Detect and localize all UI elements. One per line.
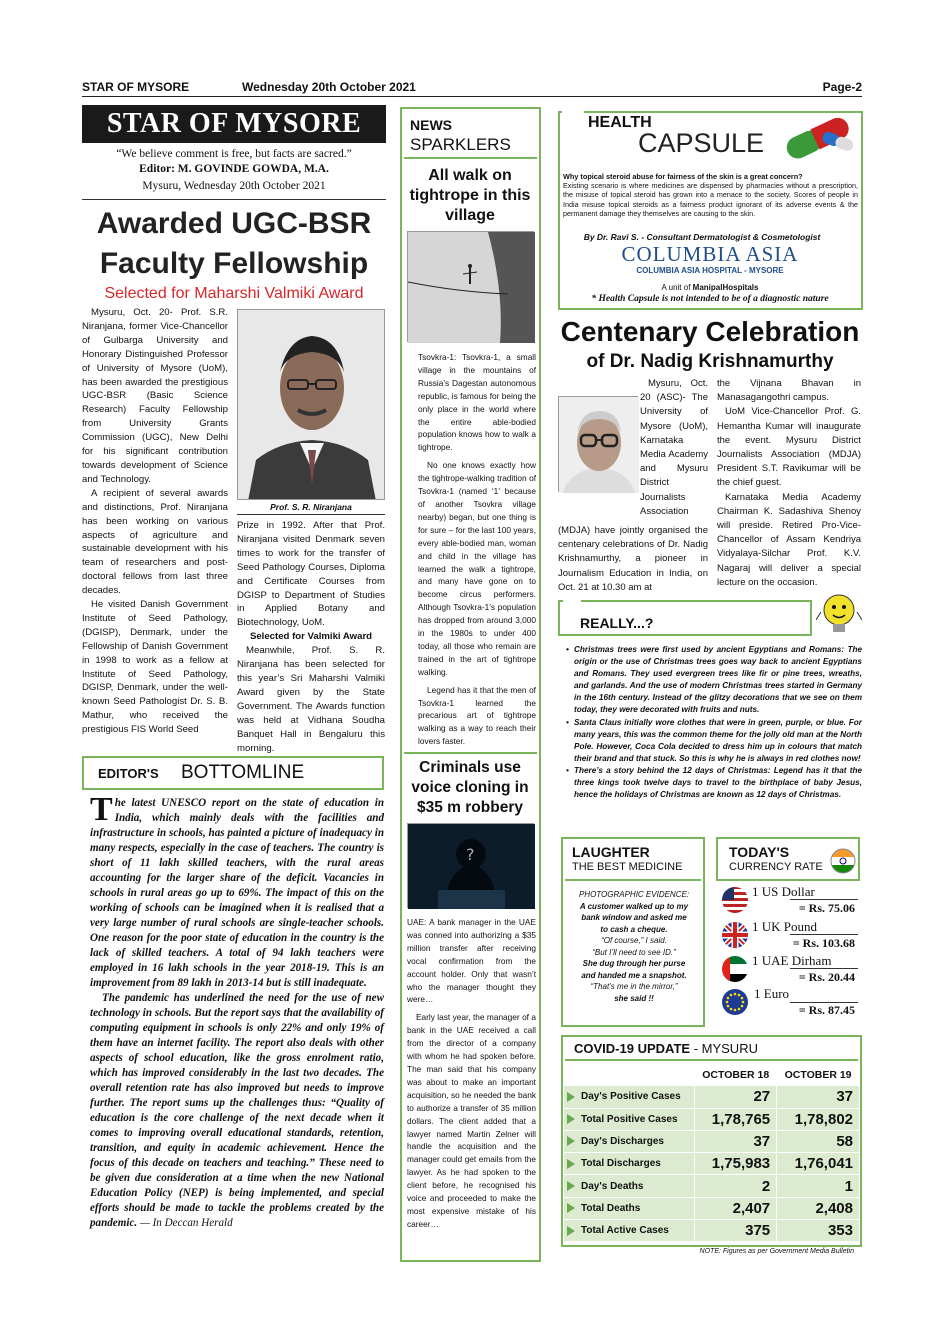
sparkler-2-para-2: Early last year, the manager of a bank in the UAE received a call from the director of a company with whom he had spoken before. The man said that his company was about to make an important acquisition, so he needed the bank to authorize a transfer of 35 million dollars. The client added that a lawyer named Martin Zelner will handle the acquisition and the manager could get emails from the lawyer. As he had spoken to the client before, he recognised his voice and proceeded to make the most expensive mistake of his career… xyxy=(407,1012,536,1229)
lead-subhead: Selected for Maharshi Valmiki Award xyxy=(104,285,364,302)
joke-line: She dug through her purse xyxy=(582,959,686,968)
table-row xyxy=(564,1086,860,1108)
editorial-label-2: BOTTOMLINE xyxy=(181,762,305,783)
lead-para-2: A recipient of several awards and distinctions, Prof. Niranjana has been working on various aspects of agriculture and sustainable development with his team of researchers and post-doctoral fellows from last three decades. xyxy=(82,487,228,597)
laughter-label-2: THE BEST MEDICINE xyxy=(572,861,683,873)
masthead-editor: Editor: M. GOVINDE GOWDA, M.A. xyxy=(139,163,329,175)
lead-para-1: Mysuru, Oct. 20- Prof. S.R. Niranjana, former Vice-Chancellor of Gulbarga University and Honorary Distinguished Professor of University of Mysore (UoM), has been awarded the prestigious UGC-BSR (Basic Science Research) Faculty Fellowship from University Grants Commission (UGC), New Delhi for his significant contribution towards development of Science and Technology. xyxy=(82,307,228,485)
portrait-photo xyxy=(237,309,385,500)
centenary-para-4: UoM Vice-Chancellor Prof. G. Hemantha Kumar will inaugurate the event. Mysuru District Journalists Association (MDJA) President S.T. Ravikumar will be the chief guest. xyxy=(717,406,861,489)
box-notch xyxy=(562,105,584,127)
laughter-label-1: LAUGHTER xyxy=(572,844,650,860)
sparkler-1-headline: All walk on tightrope in this village xyxy=(409,167,531,224)
lead-headline-1: Awarded UGC-BSR xyxy=(96,207,372,240)
column-header: OCTOBER 18 xyxy=(695,1064,777,1086)
lead-para-4: Prize in 1992. After that Prof. Niranjana visited Denmark seven times to work for the transfer of Seed Pathology Courses, Diploma and Certificate Courses from DGISP to Department of Studies in Applied Botany and Biotechnology, UoM. xyxy=(237,520,385,629)
arrow-icon xyxy=(567,1203,575,1213)
masthead-title: STAR OF MYSORE xyxy=(82,105,386,143)
currency-value: = Rs. 87.45 xyxy=(798,1003,855,1017)
health-text: Existing scenario is where medicines are dispensed by pharmacies without a prescription, the misuse of topical steroid has grown into a menace to the society. Scores of people in India misuse topical steroids as a fairness product ignorant of its adverse events & the permanent damage they themselves are causing to the skin. xyxy=(563,181,858,218)
sparkler-2-body xyxy=(407,916,536,1231)
cell-value: 375 xyxy=(695,1220,777,1242)
editorial-label-1: EDITOR'S xyxy=(98,766,159,781)
currency-value: = Rs. 20.44 xyxy=(798,970,855,984)
health-note: * Health Capsule is not intended to be of a diagnostic nature xyxy=(591,294,829,304)
divider xyxy=(565,1059,858,1061)
arrow-icon xyxy=(567,1114,575,1124)
table-row xyxy=(564,1130,860,1152)
row-label: Day's Deaths xyxy=(581,1180,644,1192)
row-label: Total Discharges xyxy=(581,1158,661,1170)
cell-value: 37 xyxy=(695,1130,777,1152)
health-label-1: HEALTH xyxy=(588,114,652,131)
cell-value: 1,76,041 xyxy=(777,1153,860,1175)
masthead-tagline: “We believe comment is free, but facts are sacred.” xyxy=(116,148,352,160)
currency-value: = Rs. 103.68 xyxy=(792,936,855,950)
currency-label-1: TODAY'S xyxy=(729,844,790,860)
covid-note: NOTE: Figures as per Government Media Bulletin xyxy=(699,1248,854,1255)
photo-float xyxy=(558,377,640,524)
divider xyxy=(404,157,537,159)
row-label: Day's Discharges xyxy=(581,1136,664,1148)
covid-label-2: - MYSURU xyxy=(693,1041,758,1056)
cell-value: 1,78,802 xyxy=(777,1108,860,1130)
row-label: Total Positive Cases xyxy=(581,1113,678,1125)
currency-name: 1 US Dollar xyxy=(752,884,815,899)
centenary-para-3: the Vijnana Bhavan in Manasagangothri campus. xyxy=(717,378,861,404)
sparkler-1-para-1: Tsovkra-1: Tsovkra-1, a small village in the mountains of Russia’s Dagestan autonomous republic, is famous for being the only place in the world where the entire able-bodied population knows how to walk a tightrope. xyxy=(418,352,536,453)
editorial-para-2: The pandemic has underlined the need for the use of new technology in schools. But the report says that the availability of computing equipment in schools is only 22% and only 19% of them have an internet facility. The report also deals with other aspects of school education, like the gross enrolment ratio, which has improved considerably in the last two decades. The overall retention rate has also improved but needs to improve further. The report sums up the challenges thus: “Quality of education is the core challenge of the next decade when it comes to improving overall educational standards, retention, transition, and equity in academic achievement. Hence the focus of this decade on teachers and teaching.” These need to be given due consideration at a time when the new National Education Policy (NEP) is being implemented, and special efforts should be made to tackle the problems created by the pandemic. xyxy=(90,992,384,1229)
joke-line: “That’s me in the mirror,” xyxy=(590,982,678,991)
page-header xyxy=(82,79,862,97)
lightbulb-icon xyxy=(816,590,862,638)
unit-prefix: A unit of xyxy=(661,283,691,292)
tightrope-photo xyxy=(407,231,534,342)
sparkler-1-para-2: No one knows exactly how the tightrope-walking tradition of Tsovkra-1 (named ‘1’ because of another Tsovkra village nearby) began, but one thing is for sure – for the last 100 years, every able-bodied man, woman and child in the village has learned the walk a tightrope, and many have gone on to become circus performers. Although Tsovkra-1’s population has dropped from around 3,000 in the 1980s to under 400 today, all those who remain are trained in the art of tightrope walking. xyxy=(418,460,536,677)
centenary-headline-1: Centenary Celebration xyxy=(560,316,860,347)
divider xyxy=(790,934,858,935)
currency-name: 1 Euro xyxy=(754,986,790,1001)
cell-value: 2,408 xyxy=(777,1197,860,1219)
table-row xyxy=(564,1197,860,1219)
lead-column-1 xyxy=(82,306,228,737)
health-question: Why topical steroid abuse for fairness of the skin is a great concern? xyxy=(563,172,803,181)
editorial-para-1: he latest UNESCO report on the state of education in India, which mainly deals with the facilities and infrastructure in schools, has painted a picture of inadequacy in many respects, especially in the case of teachers. The country is short of 11 lakh skilled teachers, with the rural areas accounting for the larger share of the deficit. Vacancies in schools in rural areas go up to 69%. The impact of this on the working of schools can be imagined when it is realised that a very large number of rural schools are single-teacher schools. One reason for the poor state of education in the country is the lack of skilled teachers. A total of 94 lakh teachers were employed in 16 lakh schools in the year 2018-19. This is an improvement from 89 lakh in 2013-14 but is still inadequate. xyxy=(90,797,384,989)
sparkler-2-para-1: UAE: A bank manager in the UAE was conned into authorizing a $35 million transfer after receiving vocal confirmation from the account holder. Only that wasn’t who the manager thought they were… xyxy=(407,917,536,1005)
arrow-icon xyxy=(567,1092,575,1102)
arrow-icon xyxy=(567,1136,575,1146)
joke-line: “Of course,” I said. xyxy=(601,936,667,945)
centenary-column-1 xyxy=(558,377,708,595)
sparklers-label-2: SPARKLERS xyxy=(410,135,511,154)
table-row xyxy=(564,1108,860,1130)
lead-subheading: Selected for Valmiki Award xyxy=(249,631,373,643)
covid-title xyxy=(574,1041,758,1056)
divider xyxy=(790,968,858,969)
arrow-icon xyxy=(567,1159,575,1169)
arrow-icon xyxy=(567,1181,575,1191)
masthead-dateline: Mysuru, Wednesday 20th October 2021 xyxy=(142,180,326,192)
list-item: • There’s a story behind the 12 days of Christmas: Legend has it that the three kings took twelve days to travel to the birthplace of baby Jesus, hence the holidays of Christmas are known as 12 days of Christmas. xyxy=(574,765,862,801)
cell-value: 37 xyxy=(777,1086,860,1108)
eu-flag-icon xyxy=(721,988,749,1016)
centenary-para-1: Mysuru, Oct. 20 (ASC)- The University of Mysore (UoM), Karnataka Media Academy and Mysuru District Journalists Association xyxy=(640,378,708,517)
cell-value: 1,75,983 xyxy=(695,1153,777,1175)
cell-value: 27 xyxy=(695,1086,777,1108)
arrow-icon xyxy=(567,1226,575,1236)
hospital-name: COLUMBIA ASIA HOSPITAL - MYSORE xyxy=(636,266,784,275)
cell-value: 2,407 xyxy=(695,1197,777,1219)
really-label: REALLY...? xyxy=(580,615,654,631)
list-item: • Christmas trees were first used by ancient Egyptians and Romans: The origin or the use of Christmas trees goes way back to ancient Egyptians and Romans. They used evergreen trees like fir or pine trees, wreaths, and garlands. And the use of modern Christmas trees started in Germany in the 16th century. Instead of the glitzy decorations that we see on them today, they were decorated with fruits and nuts. xyxy=(574,644,862,717)
row-label: Total Deaths xyxy=(581,1202,641,1214)
issue-date: Wednesday 20th October 2021 xyxy=(242,80,416,94)
uk-flag-icon xyxy=(721,921,749,949)
cell-value: 1,78,765 xyxy=(695,1108,777,1130)
sparkler-1-para-3: Legend has it that the men of Tsovkra-1 learned the precarious art of tightrope walking as a way to reach their lovers faster. xyxy=(418,684,536,747)
box-notch xyxy=(563,596,581,612)
column-header: OCTOBER 19 xyxy=(777,1064,860,1086)
divider xyxy=(404,752,537,754)
row-label: Day's Positive Cases xyxy=(581,1091,681,1103)
joke-line: PHOTOGRAPHIC EVIDENCE: xyxy=(578,890,690,899)
page-number: Page-2 xyxy=(822,80,862,94)
editorial-source: — In Deccan Herald xyxy=(139,1217,233,1229)
lead-headline-2: Faculty Fellowship xyxy=(99,247,369,280)
cell-value: 2 xyxy=(695,1175,777,1197)
currency-name: 1 UK Pound xyxy=(752,919,818,934)
centenary-headline-2: of Dr. Nadig Krishnamurthy xyxy=(586,351,834,372)
cell-value: 58 xyxy=(777,1130,860,1152)
table-row xyxy=(564,1175,860,1197)
joke-line: she said !! xyxy=(614,993,654,1003)
india-flag-icon xyxy=(830,848,856,874)
paper-name: STAR OF MYSORE xyxy=(82,80,190,94)
sparkler-1-body xyxy=(418,351,536,748)
covid-table xyxy=(563,1063,860,1242)
svg-text:?: ? xyxy=(466,845,475,864)
columbia-logo: COLUMBIA ASIA xyxy=(621,242,799,266)
lead-para-5: Meanwhile, Prof. S. R. Niranjana has been selected for this year’s Sri Maharshi Valmiki Award given by the State Government. The Awards function was held at Vidhana Soudha Banquet Hall in Bengaluru this morning. xyxy=(237,645,385,754)
currency-name: 1 UAE Dirham xyxy=(752,953,832,968)
hacker-photo xyxy=(407,823,534,908)
laughter-joke xyxy=(564,889,704,1004)
cell-value: 1 xyxy=(777,1175,860,1197)
divider xyxy=(565,879,701,881)
editorial-body xyxy=(90,791,384,1231)
centenary-para-2: (MDJA) have jointly organised the centenary celebrations of Dr. Nadig Krishnamurthy, a pioneer in Journalism Education in India, on Oct. 21 at 10.30 am at xyxy=(558,525,708,593)
currency-value: = Rs. 75.06 xyxy=(798,901,855,915)
capsule-pills-icon xyxy=(778,110,862,162)
health-label-2: CAPSULE xyxy=(638,128,765,158)
uae-flag-icon xyxy=(721,955,749,983)
joke-line: and handed me a snapshot. xyxy=(581,970,687,980)
cell-value: 353 xyxy=(777,1220,860,1242)
us-flag-icon xyxy=(721,886,749,914)
joke-line: A customer walked up to my xyxy=(579,901,689,911)
list-item: • Santa Claus initially wore clothes that were in green, purple, or blue. For many years, this was the common theme for the jolly old man at the North Pole. However, Coca Cola decided to dress him up in colours that match their brand and that stuck. So this is why he is always in red clothes now! xyxy=(574,717,862,765)
sparklers-label-1: NEWS xyxy=(410,117,452,133)
caption-rule xyxy=(237,514,385,515)
centenary-para-5: Karnataka Media Academy Chairman K. Sadashiva Shenoy will preside. Retired Pro-Vice-Chancellor of Assam Kendriya Vidyalaya-Silchar Prof. K.V. Nagaraj will deliver a special lecture on the occasion. xyxy=(717,491,861,588)
really-list xyxy=(566,644,862,801)
editorial-header-box xyxy=(82,756,384,790)
covid-label-1: COVID-19 UPDATE xyxy=(574,1041,691,1056)
lead-column-2 xyxy=(237,519,385,755)
joke-line: to cash a cheque. xyxy=(600,924,668,934)
divider xyxy=(790,899,858,900)
joke-line: “But I’ll need to see ID.” xyxy=(592,947,676,957)
sparkler-2-headline: Criminals use voice cloning in $35 m robbery xyxy=(411,759,529,816)
hospital-unit xyxy=(560,283,860,292)
editorial-dropcap: T xyxy=(90,791,113,828)
divider xyxy=(82,199,386,200)
portrait-caption: Prof. S. R. Niranjana xyxy=(270,502,352,512)
joke-line: bank window and asked me xyxy=(581,913,687,922)
unit-name: ManipalHospitals xyxy=(692,283,759,292)
row-label: Total Active Cases xyxy=(581,1225,669,1237)
centenary-column-2 xyxy=(717,377,861,590)
health-byline: By Dr. Ravi S. - Consultant Dermatologist & Cosmetologist xyxy=(583,232,821,242)
lead-para-3: He visited Danish Government Institute of Seed Pathology, (DGISP), Denmark, under the Fellowship of Danish Government in 1998 to work as a fellow at Institute of Seed Pathology, DGISP, Denmark, under the well-known Seed Pathologist Dr. S. B. Mathur, who received the prestigious FIS World Seed xyxy=(82,599,228,736)
table-row xyxy=(564,1153,860,1175)
table-row xyxy=(564,1220,860,1242)
currency-label-2: CURRENCY RATE xyxy=(729,861,823,873)
